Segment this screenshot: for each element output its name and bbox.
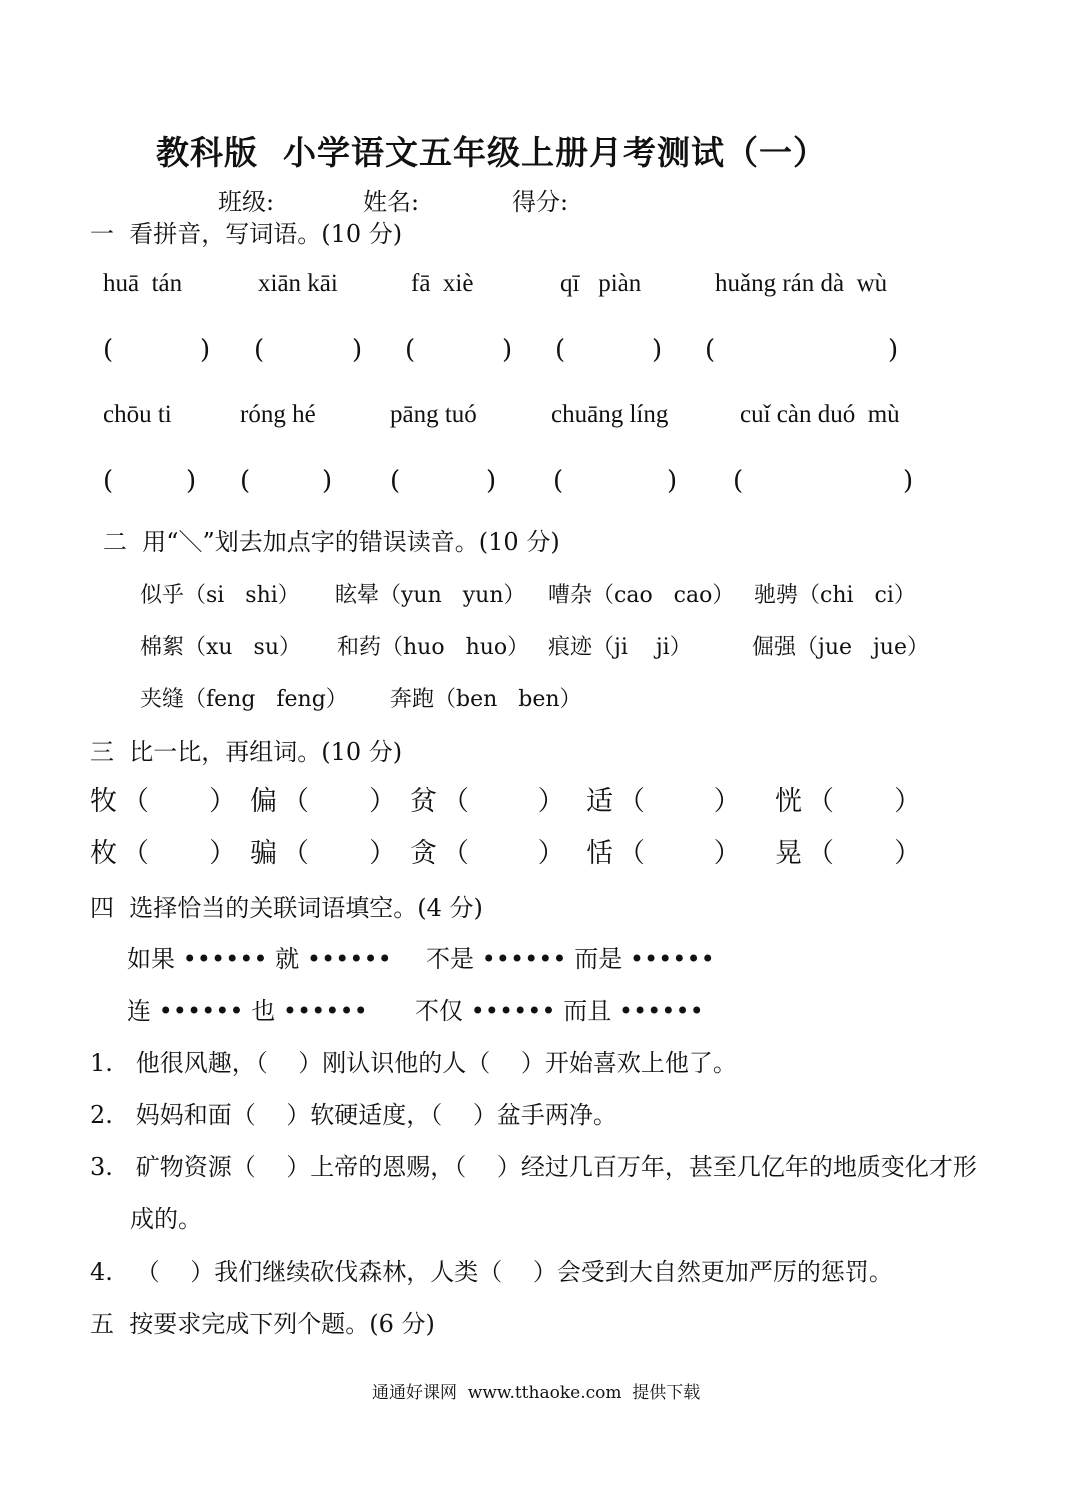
pinyin-item: cuǐ càn duó mù [740, 401, 900, 428]
section-1-heading: 一 看拼音，写词语。(10 分) [90, 220, 403, 248]
reading-item: 和药（huo huo） [337, 635, 530, 660]
pinyin-item: qī piàn [560, 270, 642, 297]
section-2-heading: 二 用“＼”划去加点字的错误读音。(10 分) [103, 528, 560, 556]
conjunction-option: 连 •••••• 也 •••••• [127, 997, 368, 1025]
answer-bracket-close: ) [888, 335, 899, 365]
score-label: 得分: [512, 188, 569, 216]
compare-blank: （ ） [807, 838, 922, 869]
compare-blank: （ ） [442, 786, 565, 817]
compare-char: 偏 [250, 786, 277, 817]
question-1: 1. 他很风趣，（ ）刚认识他的人（ ）开始喜欢上他了。 [90, 1049, 737, 1077]
answer-bracket-open: ( [240, 466, 251, 496]
pinyin-item: huā tán [103, 270, 183, 297]
reading-item: 夹缝（feng feng） [140, 687, 348, 712]
compare-char: 恍 [775, 786, 802, 817]
question-2: 2. 妈妈和面（ ）软硬适度，（ ）盆手两净。 [90, 1101, 617, 1129]
pinyin-item: chuāng líng [551, 401, 669, 428]
reading-item: 嘈杂（cao cao） [548, 583, 735, 608]
compare-char: 牧 [90, 786, 117, 817]
compare-char: 晃 [775, 838, 802, 869]
answer-bracket-close: ) [322, 466, 333, 496]
answer-bracket-close: ) [502, 335, 513, 365]
answer-bracket-close: ) [903, 466, 914, 496]
answer-bracket-open: ( [705, 335, 716, 365]
class-label: 班级: [218, 188, 275, 216]
reading-item: 奔跑（ben ben） [390, 687, 582, 712]
answer-bracket-close: ) [667, 466, 678, 496]
question-4: 4. （ ）我们继续砍伐森林，人类（ ）会受到大自然更加严厉的惩罚。 [90, 1258, 893, 1286]
compare-blank: （ ） [442, 838, 565, 869]
page-title: 教科版 小学语文五年级上册月考测试（一） [156, 133, 827, 172]
compare-char: 骗 [250, 838, 277, 869]
reading-item: 驰骋（chi ci） [754, 583, 916, 608]
answer-bracket-close: ) [652, 335, 663, 365]
conjunction-option: 不仅 •••••• 而且 •••••• [415, 997, 704, 1025]
answer-bracket-open: ( [555, 335, 566, 365]
section-3-heading: 三 比一比，再组词。(10 分) [90, 738, 403, 766]
compare-blank: （ ） [618, 786, 741, 817]
compare-blank: （ ） [282, 838, 397, 869]
reading-item: 棉絮（xu su） [140, 635, 302, 660]
answer-bracket-close: ) [186, 466, 197, 496]
answer-bracket-close: ) [352, 335, 363, 365]
question-3-line-2: 成的。 [130, 1205, 202, 1233]
compare-blank: （ ） [122, 838, 237, 869]
compare-blank: （ ） [122, 786, 237, 817]
answer-bracket-close: ) [486, 466, 497, 496]
pinyin-item: pāng tuó [390, 401, 477, 428]
reading-item: 眩晕（yun yun） [335, 583, 526, 608]
pinyin-item: chōu ti [103, 401, 172, 428]
conjunction-option: 如果 •••••• 就 •••••• [127, 945, 392, 973]
conjunction-option: 不是 •••••• 而是 •••••• [426, 945, 715, 973]
question-3-line-1: 3. 矿物资源（ ）上帝的恩赐，（ ）经过几百万年，甚至几亿年的地质变化才形 [90, 1153, 977, 1181]
pinyin-item: huǎng rán dà wù [715, 270, 888, 297]
answer-bracket-open: ( [733, 466, 744, 496]
reading-item: 痕迹（ji ji） [548, 635, 692, 660]
answer-bracket-open: ( [103, 466, 114, 496]
answer-bracket-close: ) [200, 335, 211, 365]
pinyin-item: róng hé [240, 401, 316, 428]
compare-blank: （ ） [282, 786, 397, 817]
pinyin-item: fā xiè [411, 270, 474, 297]
reading-item: 倔强（jue jue） [752, 635, 929, 660]
compare-blank: （ ） [807, 786, 922, 817]
compare-char: 贫 [410, 786, 437, 817]
answer-bracket-open: ( [405, 335, 416, 365]
answer-bracket-open: ( [390, 466, 401, 496]
pinyin-item: xiān kāi [258, 270, 338, 297]
answer-bracket-open: ( [553, 466, 564, 496]
compare-char: 适 [586, 786, 613, 817]
footer-text: 通通好课网 www.tthaoke.com 提供下载 [372, 1383, 701, 1403]
reading-item: 似乎（si shi） [140, 583, 300, 608]
name-label: 姓名: [363, 188, 420, 216]
compare-char: 枚 [90, 838, 117, 869]
compare-blank: （ ） [618, 838, 741, 869]
compare-char: 恬 [586, 838, 613, 869]
section-5-heading: 五 按要求完成下列个题。(6 分) [90, 1310, 435, 1338]
answer-bracket-open: ( [103, 335, 114, 365]
section-4-heading: 四 选择恰当的关联词语填空。(4 分) [90, 894, 483, 922]
answer-bracket-open: ( [254, 335, 265, 365]
compare-char: 贪 [410, 838, 437, 869]
